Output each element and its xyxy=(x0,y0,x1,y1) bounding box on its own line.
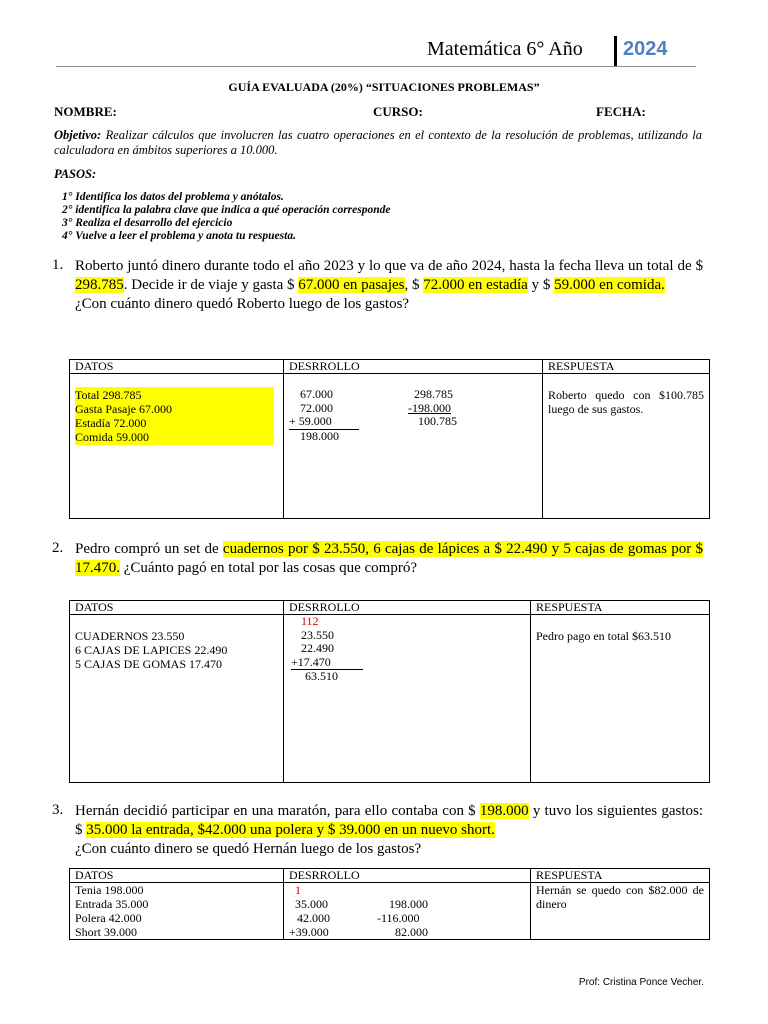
calc-line: -116.000 xyxy=(377,911,420,925)
highlight: 67.000 en pasajes xyxy=(298,277,405,293)
datos-line: Short 39.000 xyxy=(75,925,138,939)
calc-line: 22.490 xyxy=(301,641,334,655)
calc-line: 100.785 xyxy=(418,414,457,428)
calc-line: 198.000 xyxy=(389,897,428,911)
calc-line: +17.470 xyxy=(291,656,363,671)
datos-cell xyxy=(70,615,284,783)
calc-line: 23.550 xyxy=(301,627,334,642)
calc-line: 82.000 xyxy=(395,925,428,939)
header-year: 2024 xyxy=(623,38,668,60)
step-item: 3° Realiza el desarrollo del ejercicio xyxy=(62,217,233,229)
carry-digits: 1 xyxy=(295,883,301,897)
desarrollo-cell xyxy=(284,883,531,940)
header-desarrollo: DESRROLLO xyxy=(284,869,531,883)
calc-line: 72.000 xyxy=(300,400,333,415)
datos-cell xyxy=(70,374,284,519)
calc-line: +39.000 xyxy=(289,925,329,939)
calc-line: 198.000 xyxy=(300,428,339,443)
problem-3-table xyxy=(69,868,710,940)
highlight: 59.000 en comida. xyxy=(554,277,665,293)
datos-line: Total 298.785 xyxy=(75,388,142,402)
answer-text: Pedro pago en total $63.510 xyxy=(536,629,671,643)
problem-3-number: 3. xyxy=(52,802,64,818)
calc-line: 63.510 xyxy=(305,669,338,683)
step-item: 2° identifica la palabra clave que indica a qué operación corresponde xyxy=(62,204,391,216)
header-subject: Matemática 6° Año xyxy=(427,38,583,60)
step-item: 1° Identifica los datos del problema y anótalos. xyxy=(62,191,284,203)
header-datos: DATOS xyxy=(70,360,284,374)
footer-author: Prof: Cristina Ponce Vecher. xyxy=(578,977,704,988)
header-datos: DATOS xyxy=(70,601,284,615)
steps-list xyxy=(62,191,391,243)
calc-line: + 59.000 xyxy=(289,415,359,430)
problem-2-table xyxy=(69,600,710,783)
problem-3-text: Hernán decidió participar en una maratón, para ello contaba con $ 198.000 y tuvo los siguientes gastos: $ 35.000 la entrada, $42.000 una polera y $ 39.000 en un nuevo short. ¿Con cuánto dinero se quedó Hernán luego de los gastos? xyxy=(75,803,703,857)
highlight: 72.000 en estadía xyxy=(423,277,528,293)
course-field-label: CURSO: xyxy=(373,104,423,119)
highlight: 35.000 la entrada, $42.000 una polera y $ 39.000 en un nuevo short. xyxy=(86,822,495,838)
problem-3-question: ¿Con cuánto dinero se quedó Hernán luego de los gastos? xyxy=(75,841,422,857)
objective-text: Realizar cálculos que involucren las cuatro operaciones en el contexto de la resolución de problemas, utilizando la calculadora en ámbitos superiores a 10.000. xyxy=(54,128,702,157)
carry-digits: 112 xyxy=(301,614,319,628)
datos-line: 5 CAJAS DE GOMAS 17.470 xyxy=(75,657,223,671)
header-desarrollo: DESRROLLO xyxy=(284,360,543,374)
datos-cell xyxy=(70,883,284,940)
problem-2-number: 2. xyxy=(52,540,64,556)
date-field-label: FECHA: xyxy=(596,104,646,119)
respuesta-cell xyxy=(543,374,710,519)
problem-1-text: Roberto juntó dinero durante todo el año 2023 y lo que va de año 2024, hasta la fecha lleva un total de $ 298.785. Decide ir de viaje y gasta $ 67.000 en pasajes, $ 72.000 en estadía y $ 59.000 en comida. ¿Con cuánto dinero quedó Roberto luego de los gastos? xyxy=(75,258,703,312)
name-field-label: NOMBRE: xyxy=(54,104,117,119)
objective-label: Objetivo: xyxy=(54,128,102,142)
header-respuesta: RESPUESTA xyxy=(531,601,710,615)
highlight: cuadernos por $ 23.550, 6 cajas de lápices a $ 22.490 y 5 cajas de gomas por $ 17.470. xyxy=(75,541,703,576)
steps-title: PASOS: xyxy=(54,167,97,181)
datos-line: Comida 59.000 xyxy=(75,430,149,444)
step-item: 4° Vuelve a leer el problema y anota tu respuesta. xyxy=(62,230,296,242)
document-title: GUÍA EVALUADA (20%) “SITUACIONES PROBLEMAS” xyxy=(228,80,540,94)
problem-1-number: 1. xyxy=(52,257,64,273)
problem-2-text: Pedro compró un set de cuadernos por $ 23.550, 6 cajas de lápices a $ 22.490 y 5 cajas de gomas por $ 17.470. ¿Cuánto pagó en total por las cosas que compró? xyxy=(75,541,703,576)
answer-text: Roberto quedo con $100.785 luego de sus gastos. xyxy=(548,388,704,416)
highlight: 198.000 xyxy=(479,803,529,819)
highlight: 298.785 xyxy=(75,277,124,293)
answer-text: Hernán se quedo con $82.000 de dinero xyxy=(536,883,704,911)
datos-line: 6 CAJAS DE LAPICES 22.490 xyxy=(75,643,228,657)
calc-line: 298.785 xyxy=(414,387,453,401)
datos-line: Tenia 198.000 xyxy=(75,883,144,897)
header-respuesta: RESPUESTA xyxy=(543,360,710,374)
objective xyxy=(54,128,702,158)
respuesta-cell xyxy=(531,615,710,783)
desarrollo-cell xyxy=(284,374,543,519)
header-divider xyxy=(614,36,617,66)
calc-line: 35.000 xyxy=(295,897,328,911)
datos-line: Estadía 72.000 xyxy=(75,416,147,430)
desarrollo-cell xyxy=(284,615,531,783)
header-rule xyxy=(56,66,696,67)
header-desarrollo: DESRROLLO xyxy=(284,601,531,615)
calc-line: 42.000 xyxy=(297,911,330,925)
header-respuesta: RESPUESTA xyxy=(531,869,710,883)
respuesta-cell xyxy=(531,883,710,940)
problem-1-question: ¿Con cuánto dinero quedó Roberto luego de los gastos? xyxy=(75,296,410,312)
datos-line: Gasta Pasaje 67.000 xyxy=(75,402,172,416)
calc-line: 67.000 xyxy=(300,387,333,401)
datos-line: Entrada 35.000 xyxy=(75,897,149,911)
problem-1-table xyxy=(69,359,710,519)
header-datos: DATOS xyxy=(70,869,284,883)
calc-line: -198.000 xyxy=(408,400,451,415)
datos-line: CUADERNOS 23.550 xyxy=(75,629,185,643)
datos-line: Polera 42.000 xyxy=(75,911,142,925)
